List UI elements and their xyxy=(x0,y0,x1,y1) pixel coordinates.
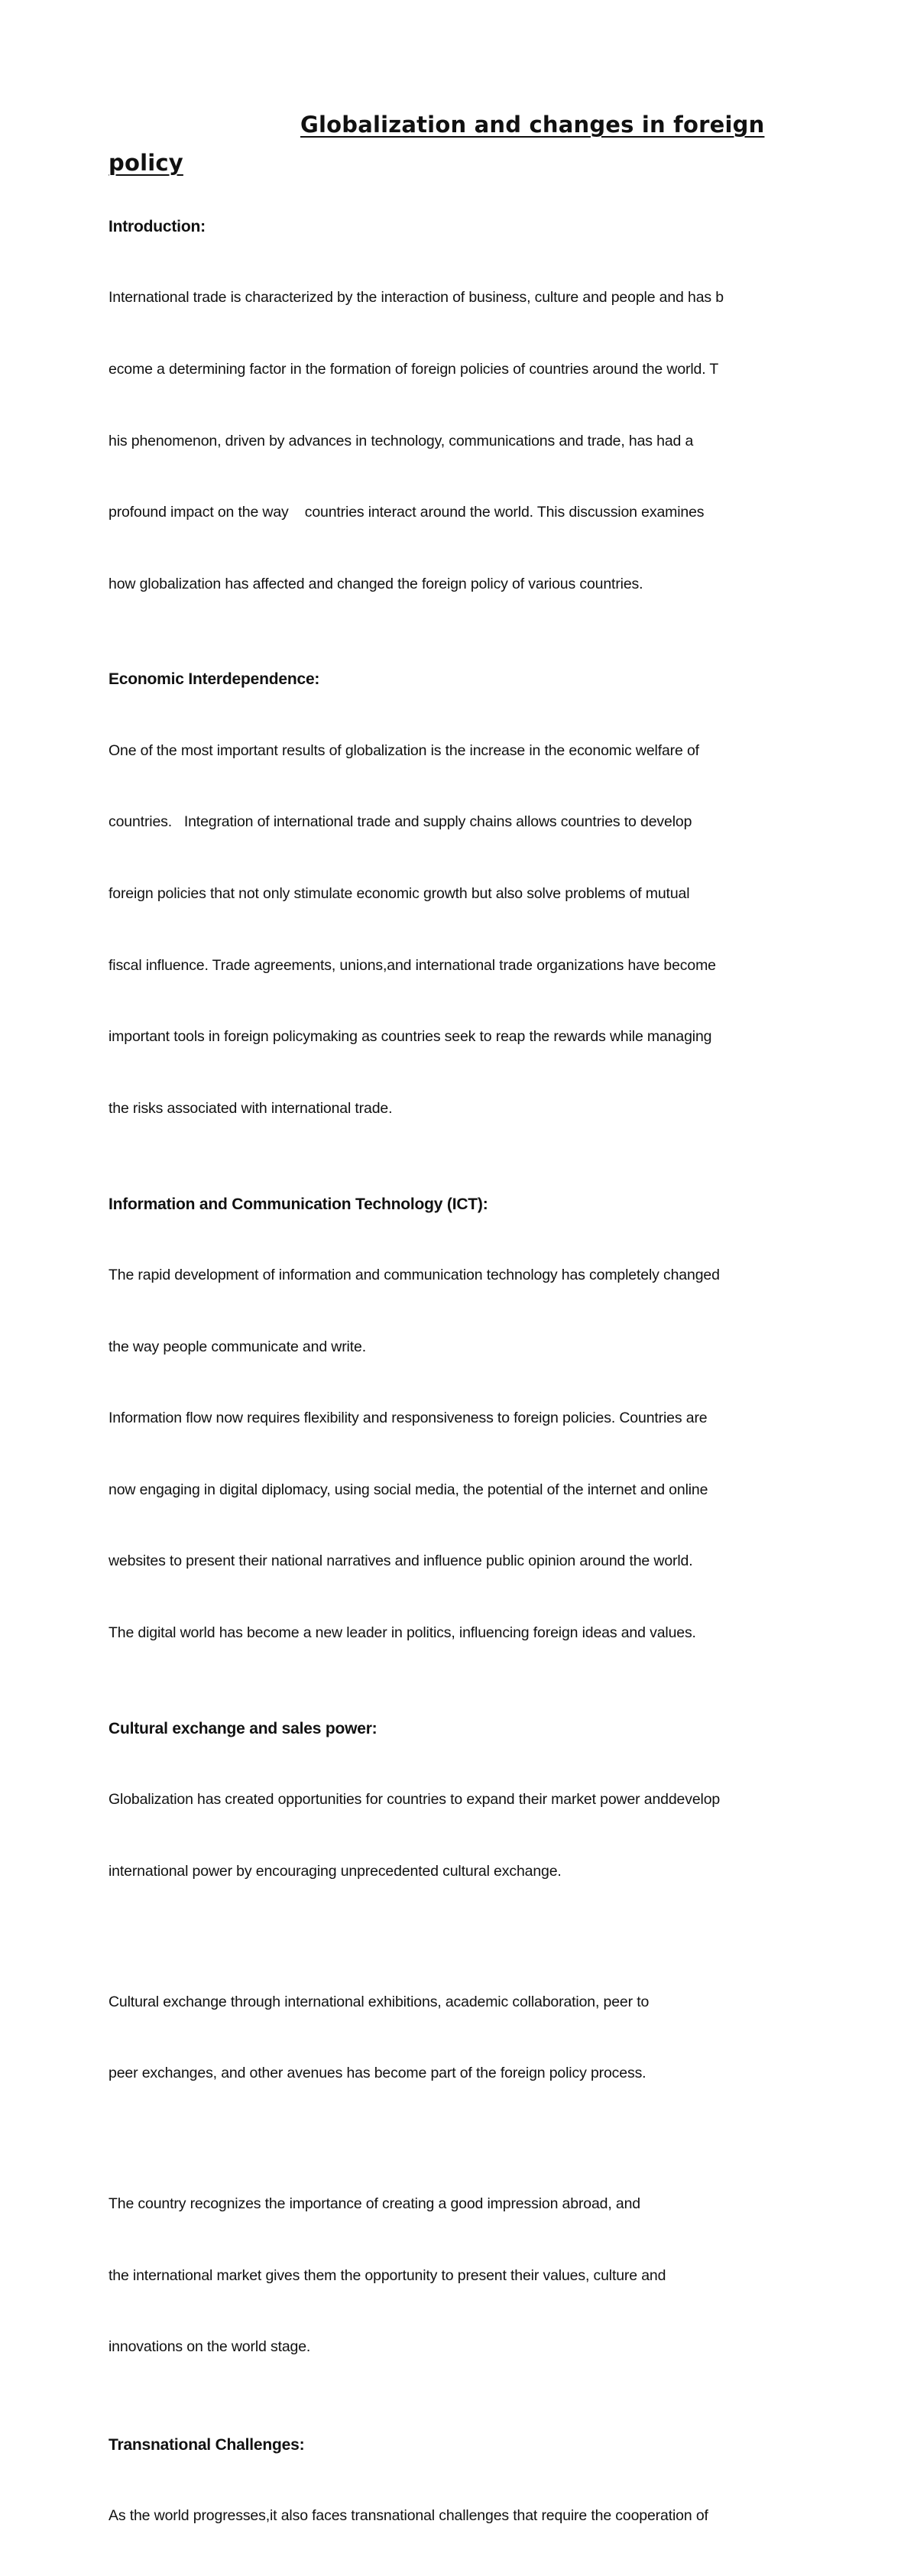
section-economic-interdependence xyxy=(109,667,819,1168)
paragraph xyxy=(109,2457,819,2576)
document-body xyxy=(109,215,819,2576)
text-line: fiscal influence. Trade agreements, unions,and international trade organizations have become xyxy=(109,956,716,974)
text-line: The country recognizes the importance of creating a good impression abroad, and xyxy=(109,2195,640,2213)
paragraph xyxy=(109,1216,819,1693)
text-line: the risks associated with international trade. xyxy=(109,1099,393,1117)
document-title: Globalization and changes in foreign policy xyxy=(109,112,765,176)
section-heading: Economic Interdependence: xyxy=(109,670,320,689)
text-line: his phenomenon, driven by advances in technology, communications and trade, has had a xyxy=(109,432,694,449)
text-line: foreign policies that not only stimulate economic growth but also solve problems of mutual xyxy=(109,885,690,903)
text-line: countries. Integration of international trade and supply chains allows countries to develop xyxy=(109,813,692,831)
text-line: the way people communicate and write. xyxy=(109,1338,366,1355)
paragraph xyxy=(109,238,819,644)
text-line: International trade is characterized by the interaction of business, culture and people and has b xyxy=(109,289,724,307)
text-line: Globalization has created opportunities for countries to expand their market power anddevelop xyxy=(109,1790,721,1808)
section-heading: Introduction: xyxy=(109,218,206,235)
text-line: ecome a determining factor in the formation of foreign policies of countries around the world. T xyxy=(109,361,719,378)
text-line: now engaging in digital diplomacy, using social media, the potential of the internet and online xyxy=(109,1481,708,1498)
section-introduction xyxy=(109,215,819,644)
text-line: The rapid development of information and communication technology has completely changed xyxy=(109,1266,720,1283)
paragraph xyxy=(109,2145,819,2407)
text-line: how globalization has affected and changed the foreign policy of various countries. xyxy=(109,575,643,592)
section-ict xyxy=(109,1192,819,1693)
paragraph xyxy=(109,691,819,1168)
text-line: The digital world has become a new leader in politics, influencing foreign ideas and values. xyxy=(109,1624,696,1641)
section-transnational-challenges xyxy=(109,2433,819,2576)
paragraph xyxy=(109,1741,819,1932)
text-line: the international market gives them the opportunity to present their values, culture and xyxy=(109,2266,666,2284)
paragraph xyxy=(109,1942,819,2133)
text-line: websites to present their national narratives and influence public opinion around the world. xyxy=(109,1552,693,1570)
text-line: innovations on the world stage. xyxy=(109,2338,311,2356)
section-heading: Cultural exchange and sales power: xyxy=(109,1719,377,1737)
text-line: important tools in foreign policymaking as countries seek to reap the rewards while managing xyxy=(109,1028,712,1046)
text-line: Cultural exchange through international exhibitions, academic collaboration, peer to xyxy=(109,1993,650,2010)
section-heading: Transnational Challenges: xyxy=(109,2436,305,2454)
text-line: One of the most important results of globalization is the increase in the economic welfare of xyxy=(109,741,699,759)
text-line: international power by encouraging unprecedented cultural exchange. xyxy=(109,1862,562,1880)
text-line: profound impact on the way countries interact around the world. This discussion examines xyxy=(109,504,705,521)
text-line: Information flow now requires flexibility and responsiveness to foreign policies. Countries are xyxy=(109,1410,708,1427)
section-heading: Information and Communication Technology (ICT): xyxy=(109,1195,488,1213)
text-line: peer exchanges, and other avenues has become part of the foreign policy process. xyxy=(109,2065,646,2082)
text-line: As the world progresses,it also faces transnational challenges that require the cooperation of xyxy=(109,2507,708,2525)
section-cultural-exchange xyxy=(109,1717,819,2407)
